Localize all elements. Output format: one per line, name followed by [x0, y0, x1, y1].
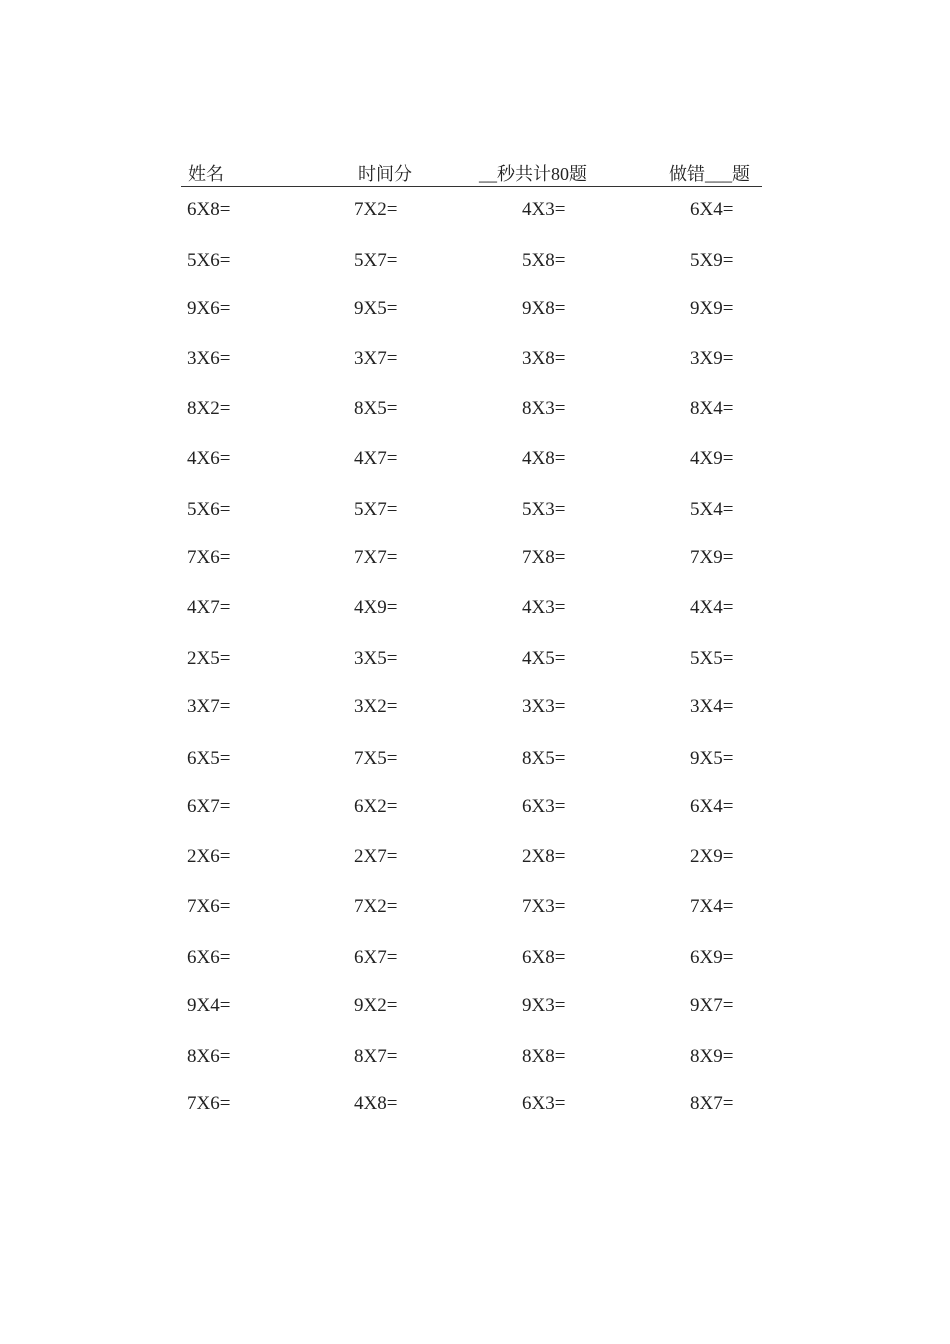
- problem-cell: 8X5=: [354, 398, 398, 419]
- problem-cell: 4X7=: [187, 597, 231, 618]
- problem-cell: 4X3=: [522, 199, 566, 220]
- problem-row: [0, 197, 950, 223]
- problem-cell: 4X3=: [522, 597, 566, 618]
- problem-cell: 5X7=: [354, 250, 398, 271]
- problem-cell: 7X6=: [187, 547, 231, 568]
- problem-row: [0, 646, 950, 672]
- problem-cell: 3X7=: [354, 348, 398, 369]
- problem-cell: 9X4=: [187, 995, 231, 1016]
- problem-cell: 7X3=: [522, 896, 566, 917]
- problem-cell: 7X6=: [187, 896, 231, 917]
- problem-cell: 8X2=: [187, 398, 231, 419]
- problem-cell: 4X4=: [690, 597, 734, 618]
- problem-cell: 4X6=: [187, 448, 231, 469]
- problem-cell: 9X5=: [354, 298, 398, 319]
- problem-cell: 3X4=: [690, 696, 734, 717]
- problem-cell: 9X3=: [522, 995, 566, 1016]
- problem-cell: 2X5=: [187, 648, 231, 669]
- problem-cell: 6X7=: [187, 796, 231, 817]
- problem-row: [0, 545, 950, 571]
- problem-row: [0, 945, 950, 971]
- problem-cell: 8X9=: [690, 1046, 734, 1067]
- problem-cell: 6X5=: [187, 748, 231, 769]
- problem-cell: 6X8=: [522, 947, 566, 968]
- problem-cell: 8X7=: [354, 1046, 398, 1067]
- problem-row: [0, 1091, 950, 1117]
- problem-cell: 4X8=: [354, 1093, 398, 1114]
- problem-row: [0, 894, 950, 920]
- problem-cell: 6X9=: [690, 947, 734, 968]
- problem-cell: 8X4=: [690, 398, 734, 419]
- problem-row: [0, 296, 950, 322]
- problem-cell: 9X2=: [354, 995, 398, 1016]
- problem-row: [0, 248, 950, 274]
- time-label: 时间分: [358, 164, 412, 184]
- problem-cell: 6X3=: [522, 1093, 566, 1114]
- problem-cell: 2X9=: [690, 846, 734, 867]
- problem-cell: 3X7=: [187, 696, 231, 717]
- problem-cell: 6X7=: [354, 947, 398, 968]
- problem-cell: 9X7=: [690, 995, 734, 1016]
- problem-cell: 4X8=: [522, 448, 566, 469]
- problem-cell: 3X2=: [354, 696, 398, 717]
- problem-cell: 5X3=: [522, 499, 566, 520]
- problem-cell: 2X8=: [522, 846, 566, 867]
- problem-cell: 7X6=: [187, 1093, 231, 1114]
- problem-cell: 3X6=: [187, 348, 231, 369]
- problem-cell: 6X6=: [187, 947, 231, 968]
- problem-cell: 5X9=: [690, 250, 734, 271]
- problem-cell: 2X6=: [187, 846, 231, 867]
- problem-cell: 7X8=: [522, 547, 566, 568]
- problem-cell: 9X5=: [690, 748, 734, 769]
- problem-cell: 8X5=: [522, 748, 566, 769]
- problem-row: [0, 844, 950, 870]
- problem-cell: 4X7=: [354, 448, 398, 469]
- problem-cell: 4X9=: [354, 597, 398, 618]
- problem-cell: 6X8=: [187, 199, 231, 220]
- problem-cell: 5X6=: [187, 250, 231, 271]
- problem-cell: 3X5=: [354, 648, 398, 669]
- problem-cell: 3X3=: [522, 696, 566, 717]
- problem-row: [0, 396, 950, 422]
- problem-cell: 8X7=: [690, 1093, 734, 1114]
- problem-cell: 9X6=: [187, 298, 231, 319]
- problem-cell: 5X5=: [690, 648, 734, 669]
- problem-row: [0, 346, 950, 372]
- problem-row: [0, 694, 950, 720]
- problem-cell: 3X8=: [522, 348, 566, 369]
- problem-cell: 7X2=: [354, 199, 398, 220]
- problem-cell: 7X7=: [354, 547, 398, 568]
- problem-cell: 6X3=: [522, 796, 566, 817]
- problem-cell: 3X9=: [690, 348, 734, 369]
- problem-cell: 6X2=: [354, 796, 398, 817]
- problem-row: [0, 746, 950, 772]
- problem-row: [0, 794, 950, 820]
- worksheet-header: [181, 162, 762, 187]
- problem-cell: 4X5=: [522, 648, 566, 669]
- problem-row: [0, 1044, 950, 1070]
- problem-cell: 8X8=: [522, 1046, 566, 1067]
- total-label: __秒共计80题: [479, 164, 587, 184]
- problem-row: [0, 993, 950, 1019]
- name-label: 姓名: [188, 164, 224, 184]
- problem-cell: 2X7=: [354, 846, 398, 867]
- problem-cell: 5X8=: [522, 250, 566, 271]
- problem-cell: 7X4=: [690, 896, 734, 917]
- problem-cell: 5X6=: [187, 499, 231, 520]
- errors-label: 做错___题: [669, 164, 750, 184]
- problem-cell: 6X4=: [690, 199, 734, 220]
- problem-cell: 9X9=: [690, 298, 734, 319]
- problem-row: [0, 497, 950, 523]
- problem-cell: 7X2=: [354, 896, 398, 917]
- problem-cell: 5X4=: [690, 499, 734, 520]
- problem-cell: 7X5=: [354, 748, 398, 769]
- problem-cell: 7X9=: [690, 547, 734, 568]
- problem-cell: 6X4=: [690, 796, 734, 817]
- problem-cell: 5X7=: [354, 499, 398, 520]
- problem-cell: 9X8=: [522, 298, 566, 319]
- problem-cell: 8X6=: [187, 1046, 231, 1067]
- problem-row: [0, 446, 950, 472]
- problem-row: [0, 595, 950, 621]
- problem-cell: 4X9=: [690, 448, 734, 469]
- problem-cell: 8X3=: [522, 398, 566, 419]
